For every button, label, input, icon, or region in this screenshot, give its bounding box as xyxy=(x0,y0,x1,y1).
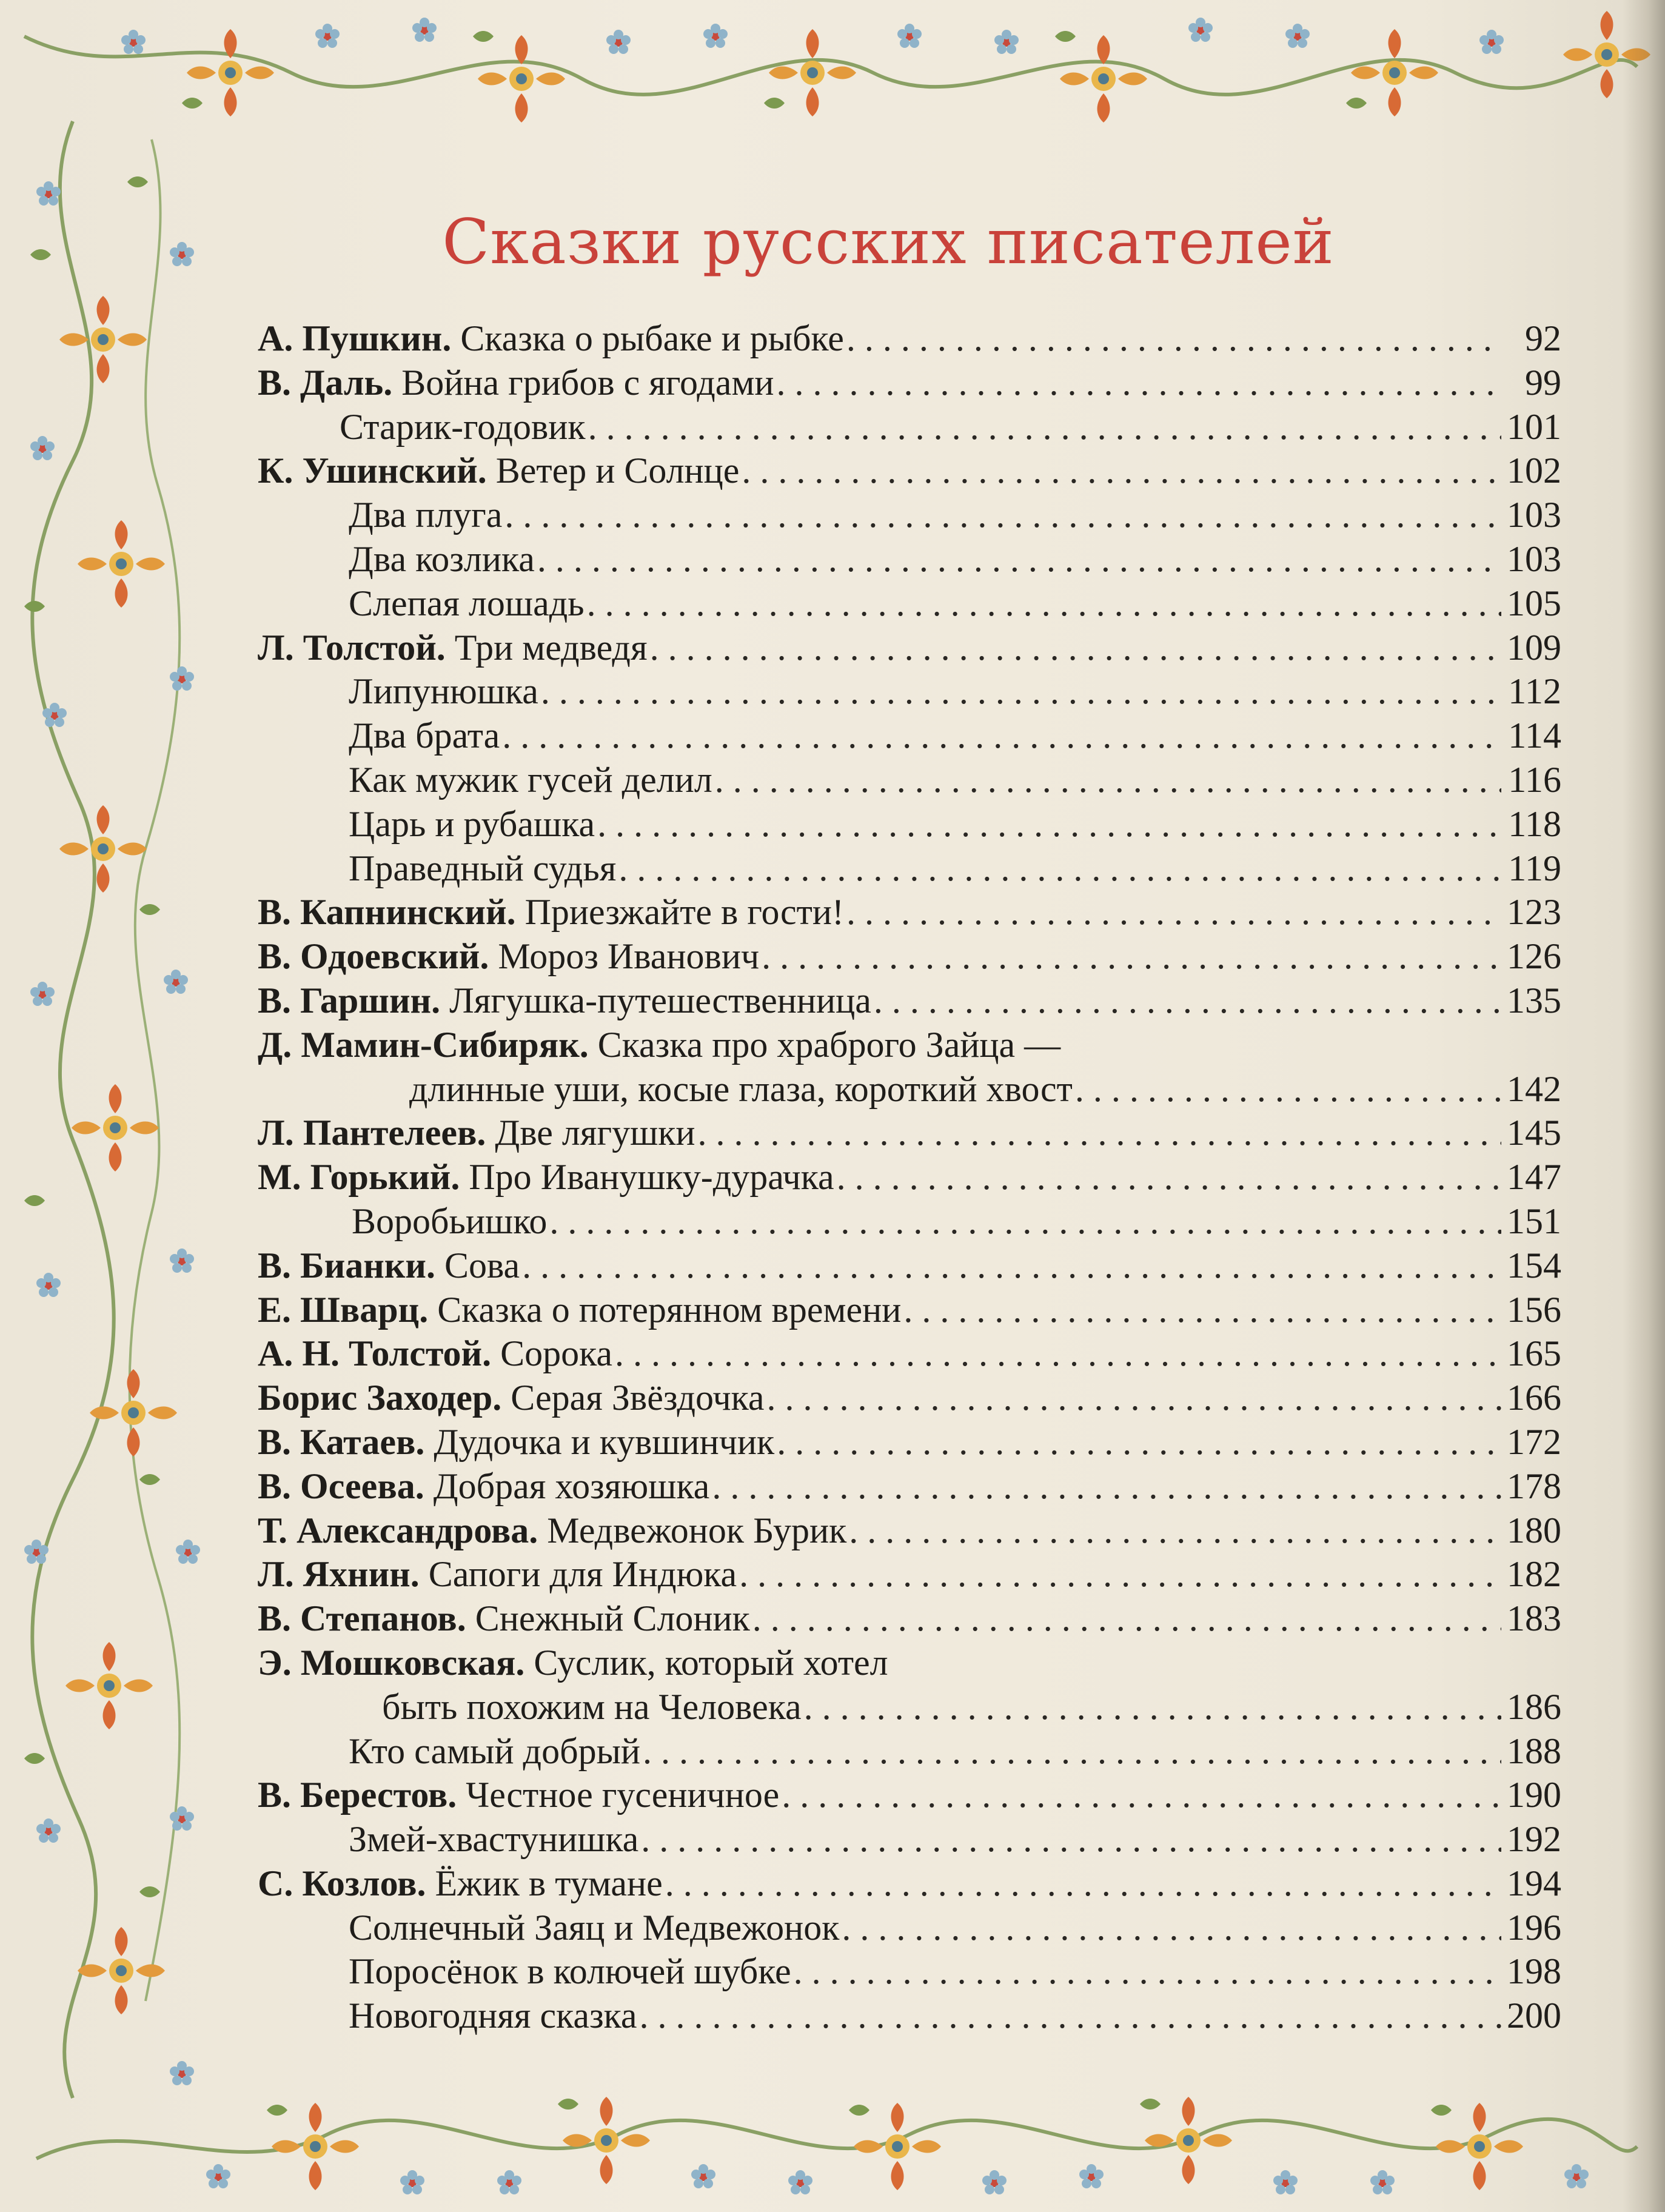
toc-title: Серая Звёздочка xyxy=(511,1378,765,1418)
toc-title: Снежный Слоник xyxy=(475,1598,750,1639)
toc-author: В. Катаев. xyxy=(258,1421,425,1462)
toc-title: Две лягушки xyxy=(495,1113,695,1153)
toc-title: Мороз Иванович xyxy=(498,936,760,977)
toc-page-number: 192 xyxy=(1507,1819,1561,1860)
toc-title: Дудочка и кувшинчик xyxy=(434,1421,775,1462)
toc-author: Т. Александрова. xyxy=(258,1510,538,1550)
toc-page-number: 135 xyxy=(1507,980,1561,1021)
dot-leader xyxy=(698,1111,1501,1155)
toc-author: К. Ушинский. xyxy=(258,451,487,491)
dot-leader xyxy=(587,581,1501,626)
dot-leader xyxy=(794,1949,1501,1994)
toc-page-number: 182 xyxy=(1507,1554,1561,1595)
page-title: Сказки русских писателей xyxy=(442,206,1335,278)
toc-title: Воробьишко xyxy=(352,1201,548,1241)
toc-title: Медвежонок Бурик xyxy=(547,1510,847,1550)
toc-title: Старик-годовик xyxy=(340,406,586,447)
toc-entry[interactable] xyxy=(258,1023,1561,1067)
toc-entry[interactable] xyxy=(258,1155,1561,1199)
toc-title: быть похожим на Человека xyxy=(382,1686,802,1727)
dot-leader xyxy=(752,1597,1501,1641)
toc-entry[interactable] xyxy=(258,1288,1561,1332)
toc-page-number: 172 xyxy=(1507,1421,1561,1462)
toc-page-number: 186 xyxy=(1507,1686,1561,1727)
toc-title: Сказка про храброго Зайца — xyxy=(597,1024,1061,1065)
toc-title: Добрая хозяюшка xyxy=(433,1466,710,1506)
toc-page-number: 109 xyxy=(1507,627,1561,668)
toc-author: Е. Шварц. xyxy=(258,1289,429,1330)
toc-entry[interactable] xyxy=(258,1244,1561,1288)
toc-page-number: 145 xyxy=(1507,1113,1561,1153)
toc-page-number: 99 xyxy=(1525,362,1561,403)
dot-leader xyxy=(1075,1067,1501,1111)
dot-leader xyxy=(615,1332,1501,1376)
dot-leader xyxy=(742,449,1501,493)
toc-entry[interactable] xyxy=(258,493,1561,537)
dot-leader xyxy=(837,1155,1501,1199)
dot-leader xyxy=(903,1288,1501,1332)
toc-author: Д. Мамин-Сибиряк. xyxy=(258,1024,589,1065)
toc-title: Два козлика xyxy=(349,538,535,579)
toc-author: В. Капнинский. xyxy=(258,892,516,933)
toc-author: Э. Мошковская. xyxy=(258,1642,525,1683)
toc-author: Л. Пантелеев. xyxy=(258,1113,486,1153)
toc-entry[interactable] xyxy=(258,1509,1561,1553)
toc-page-number: 116 xyxy=(1508,759,1561,800)
toc-page-number: 194 xyxy=(1507,1863,1561,1903)
dot-leader xyxy=(504,493,1501,537)
toc-title: Три медведя xyxy=(454,627,648,668)
toc-page-number: 119 xyxy=(1508,848,1561,888)
dot-leader xyxy=(874,979,1501,1023)
toc-author: С. Козлов. xyxy=(258,1863,426,1903)
dot-leader xyxy=(762,934,1501,979)
toc-author: В. Бианки. xyxy=(258,1245,435,1285)
dot-leader xyxy=(767,1376,1501,1420)
toc-author: В. Берестов. xyxy=(258,1775,457,1815)
dot-leader xyxy=(549,1199,1501,1244)
toc-author: А. Н. Толстой. xyxy=(258,1333,492,1374)
toc-title: Два брата xyxy=(349,716,500,756)
toc-title: длинные уши, косые глаза, короткий хвост xyxy=(409,1068,1073,1109)
toc-page-number: 126 xyxy=(1507,936,1561,977)
toc-entry[interactable] xyxy=(258,1376,1561,1420)
dot-leader xyxy=(541,669,1501,714)
toc-entry[interactable] xyxy=(258,1773,1561,1817)
toc-entry[interactable] xyxy=(258,1464,1561,1509)
toc-title: Слепая лошадь xyxy=(349,583,585,623)
toc-page-number: 198 xyxy=(1507,1951,1561,1992)
toc-entry[interactable] xyxy=(258,802,1561,846)
toc-page-number: 200 xyxy=(1507,1996,1561,2036)
toc-page-number: 183 xyxy=(1507,1598,1561,1639)
toc-page-number: 156 xyxy=(1507,1289,1561,1330)
toc-author: В. Осеева. xyxy=(258,1466,424,1506)
toc-entry[interactable] xyxy=(258,1641,1561,1685)
toc-entry[interactable] xyxy=(258,1552,1561,1597)
toc-author: В. Степанов. xyxy=(258,1598,466,1639)
toc-page-number: 105 xyxy=(1507,583,1561,623)
toc-page-number: 166 xyxy=(1507,1378,1561,1418)
toc-page-number: 103 xyxy=(1507,538,1561,579)
toc-title: Змей-хвастунишка xyxy=(349,1819,639,1860)
toc-entry[interactable] xyxy=(258,1817,1561,1862)
dot-leader xyxy=(502,714,1501,758)
dot-leader xyxy=(641,1817,1501,1862)
toc-page-number: 147 xyxy=(1507,1157,1561,1198)
toc-entry[interactable] xyxy=(258,934,1561,979)
toc-author: Борис Заходер. xyxy=(258,1378,502,1418)
toc-entry[interactable] xyxy=(258,1597,1561,1641)
toc-title: Поросёнок в колючей шубке xyxy=(349,1951,791,1992)
dot-leader xyxy=(846,317,1501,361)
toc-entry[interactable] xyxy=(258,669,1561,714)
toc-title: Ёжик в тумане xyxy=(435,1863,663,1903)
toc-title: Война грибов с ягодами xyxy=(401,362,774,403)
toc-title: Солнечный Заяц и Медвежонок xyxy=(349,1907,840,1948)
toc-title: Сказка о рыбаке и рыбке xyxy=(460,318,844,358)
dot-leader xyxy=(849,1509,1501,1553)
toc-page-number: 123 xyxy=(1507,892,1561,933)
toc-entry[interactable] xyxy=(258,1111,1561,1155)
dot-leader xyxy=(650,626,1501,670)
toc-entry[interactable] xyxy=(258,1067,1561,1111)
page-fold-shadow xyxy=(1623,0,1665,2212)
toc-author: Л. Толстой. xyxy=(258,627,446,668)
toc-title: Кто самый добрый xyxy=(349,1731,641,1771)
toc-page-number: 142 xyxy=(1507,1068,1561,1109)
toc-title: Царь и рубашка xyxy=(349,803,595,844)
toc-page-number: 92 xyxy=(1525,318,1561,358)
toc-page-number: 196 xyxy=(1507,1907,1561,1948)
dot-leader xyxy=(665,1862,1501,1906)
toc-title: Честное гусеничное xyxy=(466,1775,780,1815)
toc-entry[interactable] xyxy=(258,1685,1561,1729)
toc-entry[interactable] xyxy=(258,581,1561,626)
toc-entry[interactable] xyxy=(258,1729,1561,1774)
toc-page-number: 102 xyxy=(1507,451,1561,491)
toc-entry[interactable] xyxy=(258,361,1561,405)
toc-entry[interactable] xyxy=(258,1420,1561,1464)
toc-entry[interactable] xyxy=(258,1949,1561,1994)
toc-page-number: 154 xyxy=(1507,1245,1561,1285)
toc-entry[interactable] xyxy=(258,1994,1561,2038)
toc-page-number: 103 xyxy=(1507,495,1561,535)
toc-entry[interactable] xyxy=(258,890,1561,934)
dot-leader xyxy=(804,1685,1501,1729)
toc-entry[interactable] xyxy=(258,714,1561,758)
toc-page-number: 165 xyxy=(1507,1333,1561,1374)
toc-title: Как мужик гусей делил xyxy=(349,759,712,800)
dot-leader xyxy=(640,1994,1501,2038)
dot-leader xyxy=(846,890,1501,934)
toc-page-number: 112 xyxy=(1508,671,1561,712)
dot-leader xyxy=(588,405,1501,449)
toc-title: Два плуга xyxy=(349,495,503,535)
dot-leader xyxy=(522,1244,1501,1288)
toc-page-number: 188 xyxy=(1507,1731,1561,1771)
dot-leader xyxy=(782,1773,1501,1817)
dot-leader xyxy=(715,758,1501,802)
toc-title: Приезжайте в гости! xyxy=(524,892,844,933)
toc-title: Сказка о потерянном времени xyxy=(437,1289,902,1330)
toc-entry[interactable] xyxy=(258,1906,1561,1950)
toc-author: М. Горький. xyxy=(258,1157,460,1198)
toc-author: В. Даль. xyxy=(258,362,393,403)
toc-entry[interactable] xyxy=(258,537,1561,581)
toc-title: Про Иванушку-дурачка xyxy=(469,1157,834,1198)
toc-page-number: 180 xyxy=(1507,1510,1561,1550)
dot-leader xyxy=(842,1906,1501,1950)
toc-title: Липунюшка xyxy=(349,671,538,712)
toc-page-number: 178 xyxy=(1507,1466,1561,1506)
toc-title: Праведный судья xyxy=(349,848,617,888)
toc-entry[interactable] xyxy=(258,1199,1561,1244)
toc-entry[interactable] xyxy=(258,1862,1561,1906)
toc-title: Ветер и Солнце xyxy=(495,451,740,491)
toc-page-number: 114 xyxy=(1508,716,1561,756)
dot-leader xyxy=(618,846,1501,891)
dot-leader xyxy=(537,537,1501,581)
toc-title: Суслик, который хотел xyxy=(534,1642,888,1683)
toc-entry[interactable] xyxy=(258,449,1561,493)
toc-entry[interactable] xyxy=(258,979,1561,1023)
dot-leader xyxy=(777,361,1501,405)
toc-page-number: 101 xyxy=(1507,406,1561,447)
toc-page-number: 151 xyxy=(1507,1201,1561,1241)
toc-entry[interactable] xyxy=(258,626,1561,670)
toc-author: В. Одоевский. xyxy=(258,936,489,977)
dot-leader xyxy=(739,1552,1501,1597)
dot-leader xyxy=(777,1420,1501,1464)
toc-entry[interactable] xyxy=(258,317,1561,361)
table-of-contents xyxy=(258,317,1561,2038)
toc-title: Сова xyxy=(444,1245,520,1285)
toc-author: В. Гаршин. xyxy=(258,980,441,1021)
dot-leader xyxy=(712,1464,1501,1509)
toc-page-number: 118 xyxy=(1508,803,1561,844)
dot-leader xyxy=(597,802,1501,846)
toc-author: Л. Яхнин. xyxy=(258,1554,420,1595)
toc-title: Лягушка-путешественница xyxy=(449,980,871,1021)
toc-entry[interactable] xyxy=(258,846,1561,891)
toc-page-number: 190 xyxy=(1507,1775,1561,1815)
toc-title: Новогодняя сказка xyxy=(349,1996,637,2036)
toc-title: Сапоги для Индюка xyxy=(428,1554,737,1595)
toc-author: А. Пушкин. xyxy=(258,318,452,358)
toc-entry[interactable] xyxy=(258,758,1561,802)
toc-title: Сорока xyxy=(500,1333,612,1374)
dot-leader xyxy=(643,1729,1501,1774)
toc-entry[interactable] xyxy=(258,1332,1561,1376)
toc-entry[interactable] xyxy=(258,405,1561,449)
